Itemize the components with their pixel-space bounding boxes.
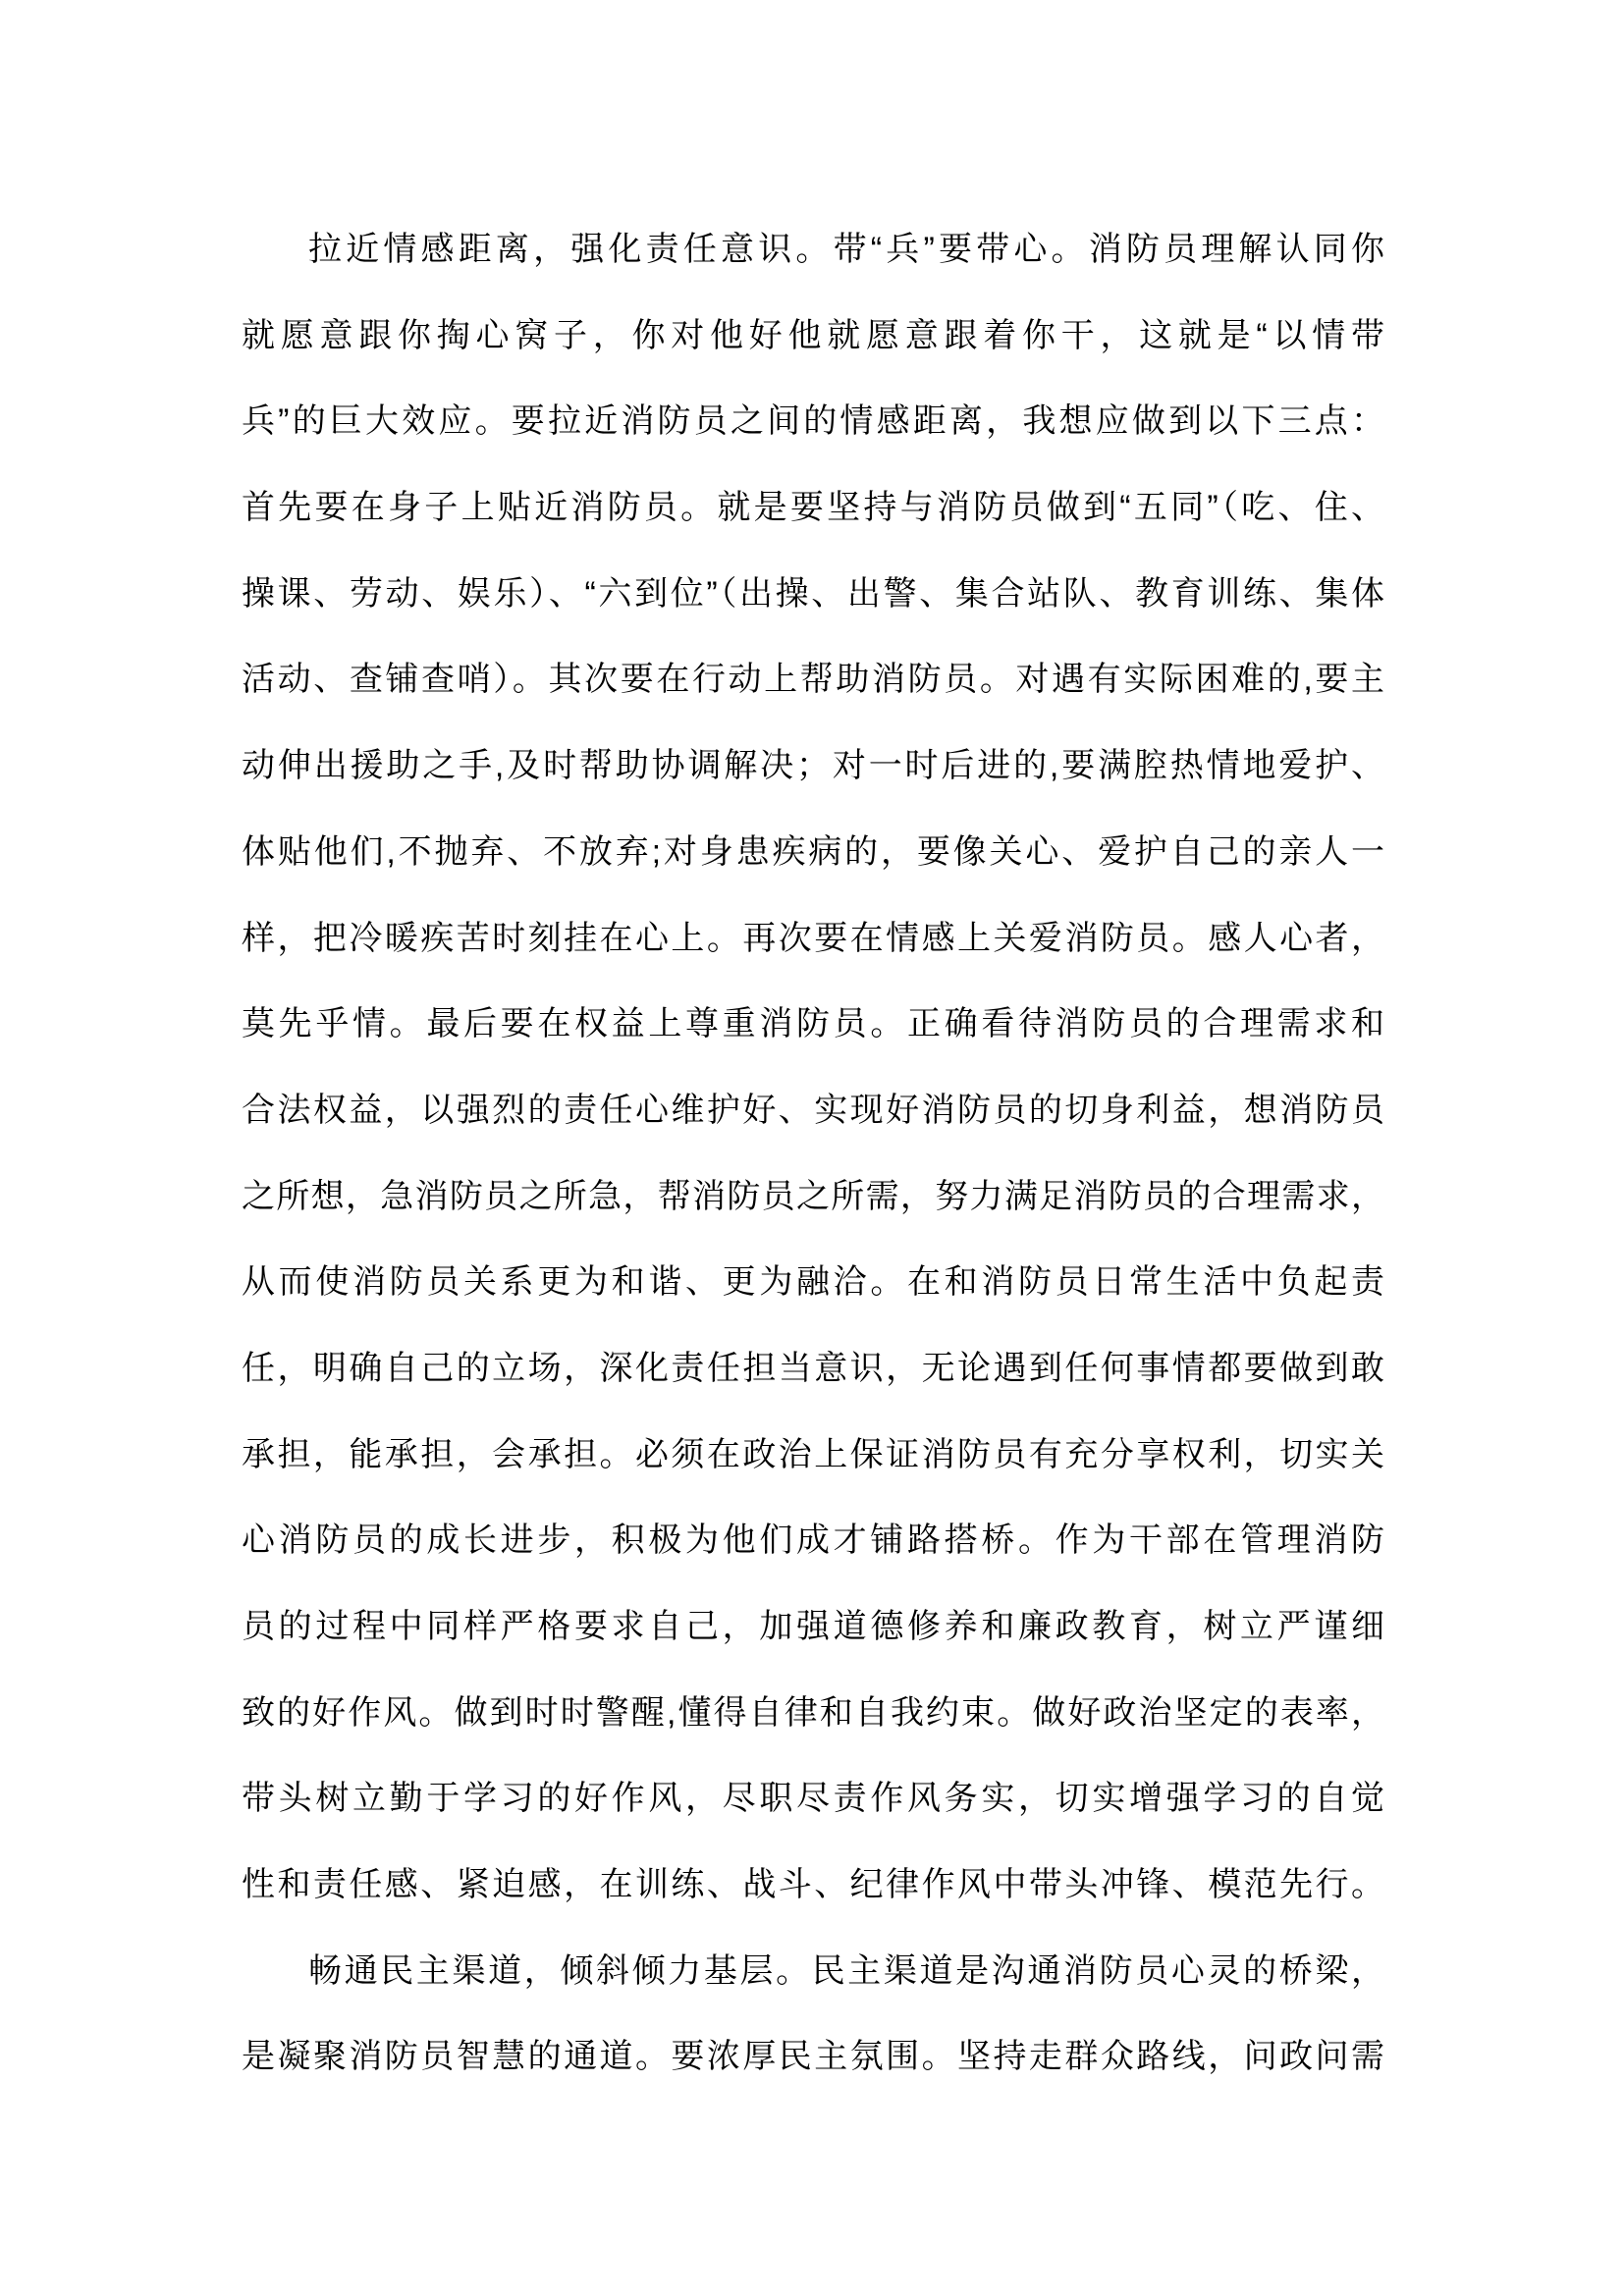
paragraph-1-line-18: 致的好作风。做到时时警醒,懂得自律和自我约束。做好政治坚定的表率， [242, 1693, 1384, 1732]
paragraph-1-line-7: 动伸出援助之手,及时帮助协调解决；对一时后进的,要满腔热情地爱护、 [242, 747, 1384, 785]
paragraph-1-line-13: 从而使消防员关系更为和谐、更为融洽。在和消防员日常生活中负起责 [242, 1263, 1384, 1302]
paragraph-1-line-20: 性和责任感、紧迫感，在训练、战斗、纪律作风中带头冲锋、模范先行。 [242, 1866, 1384, 1904]
paragraph-1-line-16: 心消防员的成长进步，积极为他们成才铺路搭桥。作为干部在管理消防 [242, 1522, 1384, 1560]
paragraph-2-line-1: 畅通民主渠道，倾斜倾力基层。民主渠道是沟通消防员心灵的桥梁， [308, 1951, 1384, 1990]
paragraph-1-line-2: 就愿意跟你掏心窝子，你对他好他就愿意跟着你干，这就是“以情带 [242, 316, 1384, 354]
paragraph-1-line-17: 员的过程中同样严格要求自己，加强道德修养和廉政教育，树立严谨细 [242, 1608, 1384, 1645]
paragraph-1-line-8: 体贴他们,不抛弃、不放弃;对身患疾病的，要像关心、爱护自己的亲人一 [242, 832, 1384, 871]
paragraph-1-line-3: 兵”的巨大效应。要拉近消防员之间的情感距离，我想应做到以下三点： [242, 402, 1384, 441]
paragraph-1-line-5: 操课、劳动、娱乐）、“六到位”（出操、出警、集合站队、教育训练、集体 [242, 574, 1384, 613]
paragraph-1-line-1: 拉近情感距离，强化责任意识。带“兵”要带心。消防员理解认同你 [308, 231, 1384, 268]
paragraph-1-line-10: 莫先乎情。最后要在权益上尊重消防员。正确看待消防员的合理需求和 [242, 1005, 1384, 1043]
paragraph-1-line-11: 合法权益，以强烈的责任心维护好、实现好消防员的切身利益，想消防员 [242, 1091, 1384, 1129]
paragraph-1-line-12: 之所想，急消防员之所急，帮消防员之所需，努力满足消防员的合理需求， [242, 1177, 1384, 1215]
paragraph-1 [242, 207, 1384, 1929]
paragraph-1-line-14: 任，明确自己的立场，深化责任担当意识，无论遇到任何事情都要做到敢 [242, 1349, 1384, 1387]
paragraph-1-line-15: 承担，能承担，会承担。必须在政治上保证消防员有充分享权利，切实关 [242, 1435, 1384, 1473]
paragraph-2 [242, 1929, 1384, 2101]
text-block [242, 207, 1384, 2101]
paragraph-1-line-4: 首先要在身子上贴近消防员。就是要坚持与消防员做到“五同”（吃、住、 [242, 489, 1384, 527]
paragraph-1-line-6: 活动、查铺查哨）。其次要在行动上帮助消防员。对遇有实际困难的,要主 [242, 661, 1384, 699]
paragraph-2-line-2: 是凝聚消防员智慧的通道。要浓厚民主氛围。坚持走群众路线，问政问需 [242, 2038, 1384, 2076]
paragraph-1-line-9: 样，把冷暖疾苦时刻挂在心上。再次要在情感上关爱消防员。感人心者， [242, 919, 1384, 957]
paragraph-1-line-19: 带头树立勤于学习的好作风，尽职尽责作风务实，切实增强学习的自觉 [242, 1780, 1384, 1818]
